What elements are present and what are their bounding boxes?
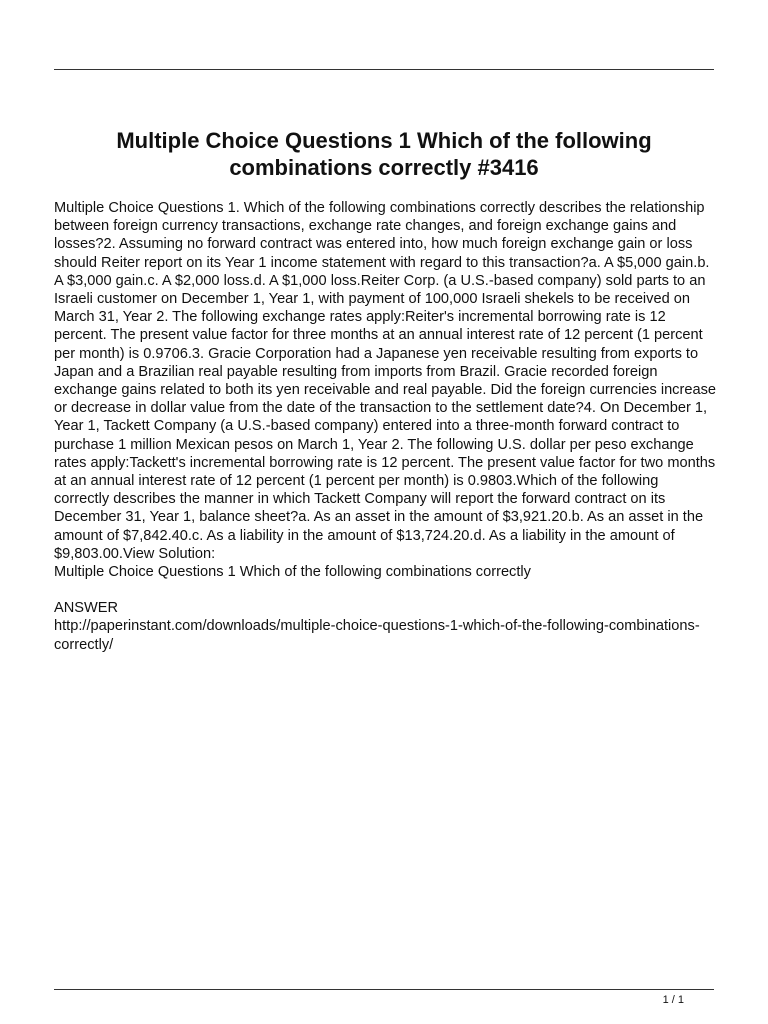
document-title: Multiple Choice Questions 1 Which of the following combinations correctly #3416 <box>116 128 652 180</box>
footer-rule <box>54 989 714 990</box>
answer-link-wrapper <box>54 617 716 653</box>
document-body <box>54 199 716 654</box>
answer-label: ANSWER <box>54 600 119 617</box>
header-rule <box>54 69 714 70</box>
answer-link[interactable]: http://paperinstant.com/downloads/multiple-choice-questions-1-which-of-the-following-combinations-correctly/ <box>54 618 700 653</box>
question-title-repeat: Multiple Choice Questions 1 Which of the following combinations correctly <box>54 564 531 581</box>
question-text: Multiple Choice Questions 1. Which of the following combinations correctly describes the relationship between foreign currency transactions, exchange rate changes, and foreign exchange gains and losses?2. Assuming no forward contract was entered into, how much foreign exchange gain or loss should Reiter report on its Year 1 income statement with regard to this transaction?a. A $5,000 gain.b. A $3,000 gain.c. A $2,000 loss.d. A $1,000 loss.Reiter Corp. (a U.S.-based company) sold parts to an Israeli customer on December 1, Year 1, with payment of 100,000 Israeli shekels to be received on March 31, Year 2. The following exchange rates apply:Reiter's incremental borrowing rate is 12 percent. The present value factor for three months at an annual interest rate of 12 percent (1 percent per month) is 0.9706.3. Gracie Corporation had a Japanese yen receivable resulting from exports to Japan and a Brazilian real payable resulting from imports from Brazil. Gracie recorded foreign exchange gains related to both its yen receivable and real payable. Did the foreign currencies increase or decrease in dollar value from the date of the transaction to the settlement date?4. On December 1, Year 1, Tackett Company (a U.S.-based company) entered into a three-month forward contract to purchase 1 million Mexican pesos on March 1, Year 2. The following U.S. dollar per peso exchange rates apply:Tackett's incremental borrowing rate is 12 percent. The present value factor for two months at an annual interest rate of 12 percent (1 percent per month) is 0.9803.Which of the following correctly describes the manner in which Tackett Company will report the forward contract on its December 31, Year 1, balance sheet?a. As an asset in the amount of $3,921.20.b. As an asset in the amount of $7,842.40.c. As a liability in the amount of $13,724.20.d. As a liability in the amount of $9,803.00.View Solution: <box>54 200 716 562</box>
page-number: 1 / 1 <box>662 994 684 1006</box>
